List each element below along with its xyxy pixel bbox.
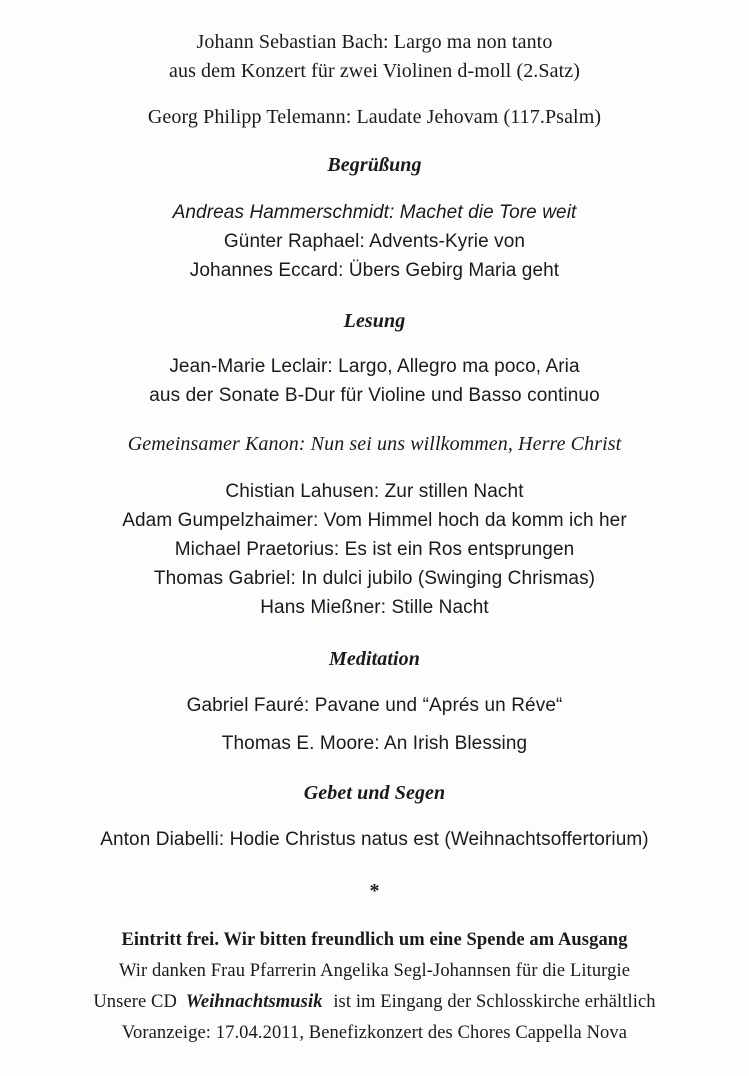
section-heading-gebet-und-segen: Gebet und Segen <box>303 782 446 804</box>
footer-cd-notice <box>0 990 749 1014</box>
program-line-leclair-detail: aus der Sonate B-Dur für Violine und Basso continuo <box>149 385 600 406</box>
program-line-praetorius: Michael Praetorius: Es ist ein Ros entsprungen <box>174 539 575 560</box>
footer-cd-prefix: Unsere CD <box>93 992 177 1012</box>
program-line-moore: Thomas E. Moore: An Irish Blessing <box>221 733 528 754</box>
section-heading-lesung: Lesung <box>343 310 406 332</box>
program-line-lahusen: Chistian Lahusen: Zur stillen Nacht <box>225 481 524 502</box>
program-line-gumpelzhaimer: Adam Gumpelzhaimer: Vom Himmel hoch da komm ich her <box>122 510 627 531</box>
program-line-raphael: Günter Raphael: Advents-Kyrie von <box>223 231 526 252</box>
program-line-faure: Gabriel Fauré: Pavane und “Aprés un Réve“ <box>186 695 563 716</box>
program-line-leclair: Jean-Marie Leclair: Largo, Allegro ma poco, Aria <box>169 356 580 377</box>
section-heading-begruessung: Begrüßung <box>327 154 422 176</box>
program-line-bach-detail: aus dem Konzert für zwei Violinen d-moll (2.Satz) <box>169 60 580 82</box>
program-line-diabelli: Anton Diabelli: Hodie Christus natus est (Weihnachtsoffertorium) <box>100 829 649 850</box>
program-line-gabriel: Thomas Gabriel: In dulci jubilo (Swinging Chrismas) <box>153 568 596 589</box>
footer-cd-title: Weihnachtsmusik <box>185 992 323 1012</box>
section-heading-meditation: Meditation <box>328 648 420 670</box>
separator-star: * <box>369 880 380 902</box>
program-line-kanon: Gemeinsamer Kanon: Nun sei uns willkommen, Herre Christ <box>127 433 622 455</box>
program-line-hammerschmidt: Andreas Hammerschmidt: Machet die Tore weit <box>172 202 577 223</box>
footer-thanks: Wir danken Frau Pfarrerin Angelika Segl-Johannsen für die Liturgie <box>118 961 631 981</box>
footer-admission: Eintritt frei. Wir bitten freundlich um eine Spende am Ausgang <box>121 930 628 950</box>
program-line-bach: Johann Sebastian Bach: Largo ma non tanto <box>196 31 553 53</box>
program-line-eccard: Johannes Eccard: Übers Gebirg Maria geht <box>189 260 560 281</box>
program-line-miessner: Hans Mießner: Stille Nacht <box>260 597 489 618</box>
program-line-telemann: Georg Philipp Telemann: Laudate Jehovam (117.Psalm) <box>147 106 602 128</box>
footer-preview: Voranzeige: 17.04.2011, Benefizkonzert des Chores Cappella Nova <box>121 1023 628 1043</box>
footer-cd-suffix: ist im Eingang der Schlosskirche erhältlich <box>333 992 656 1012</box>
